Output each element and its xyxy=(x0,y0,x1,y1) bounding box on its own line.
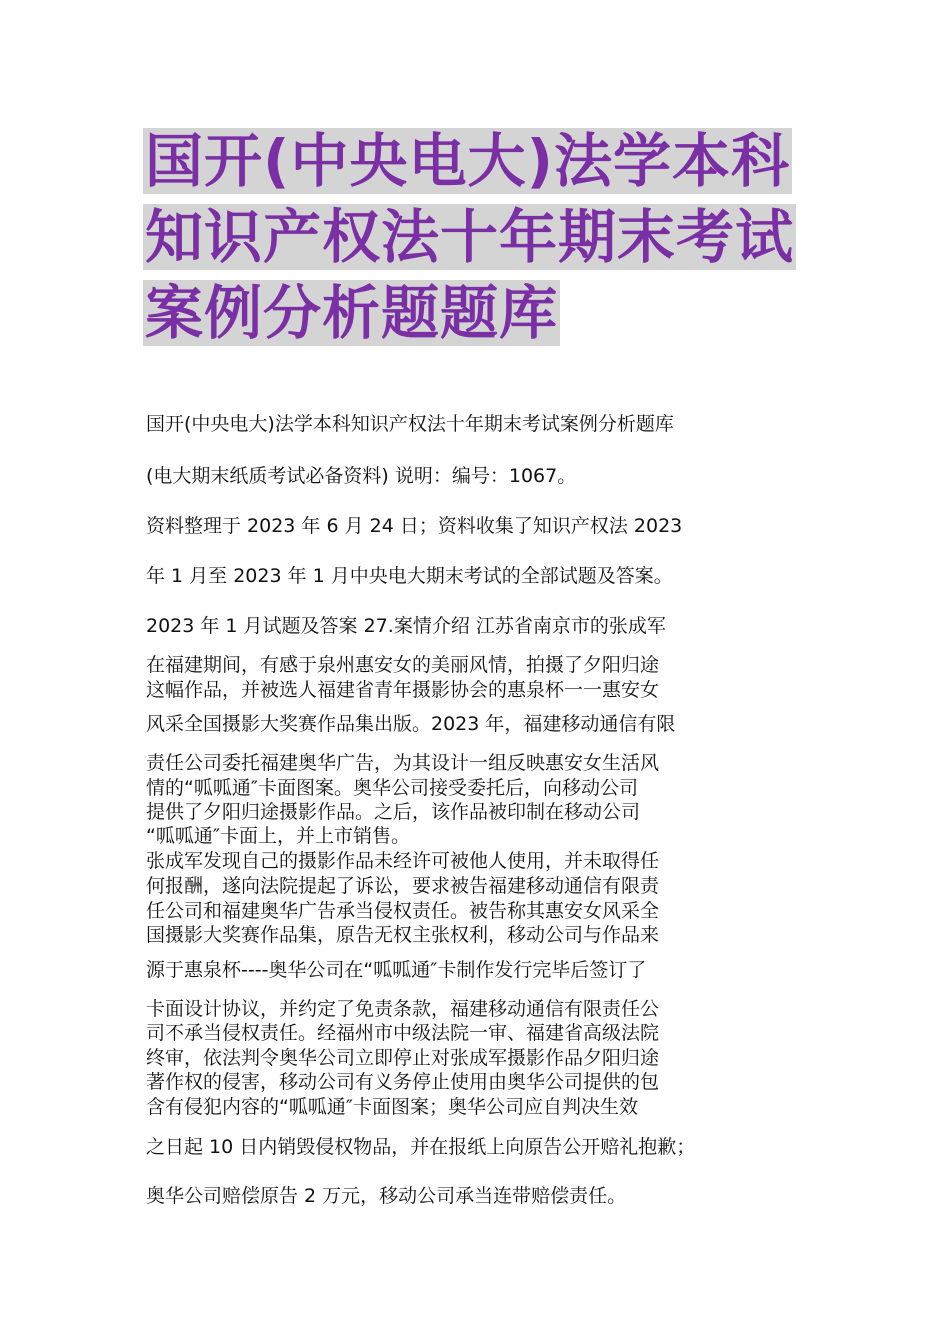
title-line: 国开(中央电大)法学本科 xyxy=(145,127,791,195)
paragraph-line: 卡面设计协议，并约定了免责条款，福建移动通信有限责任公 xyxy=(146,998,660,1020)
paragraph-line: 责任公司委托福建奥华广告，为其设计一组反映惠安女生活风 xyxy=(146,752,660,774)
paragraph-line: 情的“呱呱通″卡面图案。奥华公司接受委托后，向移动公司 xyxy=(146,777,638,799)
document-title xyxy=(143,128,823,356)
paragraph-line: 何报酬，遂向法院提起了诉讼，要求被告福建移动通信有限责 xyxy=(146,875,660,897)
intro-note: (电大期末纸质考试必备资料) 说明：编号：1067。 xyxy=(146,465,577,487)
paragraph-line: 任公司和福建奥华广告承当侵权责任。被告称其惠安女风采全 xyxy=(146,900,660,922)
paragraph-line: 2023 年 1 月试题及答案 27.案情介绍 江苏省南京市的张成军 xyxy=(146,615,666,637)
paragraph-line: 含有侵犯内容的“呱呱通″卡面图案；奥华公司应自判决生效 xyxy=(146,1096,638,1118)
paragraph-line: 之日起 10 日内销毁侵权物品，并在报纸上向原告公开赔礼抱歉； xyxy=(146,1136,696,1158)
paragraph-line: 源于惠泉杯----奥华公司在“呱呱通″卡制作发行完毕后签订了 xyxy=(146,959,647,981)
paragraph-line: 在福建期间，有感于泉州惠安女的美丽风情，拍摄了夕阳归途 xyxy=(146,654,660,676)
title-line: 案例分析题题库 xyxy=(145,279,559,347)
paragraph-line: 国摄影大奖赛作品集，原告无权主张权利，移动公司与作品来 xyxy=(146,924,660,946)
paragraph-line: 风采全国摄影大奖赛作品集出版。2023 年，福建移动通信有限 xyxy=(146,713,676,735)
paragraph-line: 年 1 月至 2023 年 1 月中央电大期末考试的全部试题及答案。 xyxy=(146,565,673,587)
paragraph-line: 张成军发现自己的摄影作品未经许可被他人使用，并未取得任 xyxy=(146,850,660,872)
paragraph-line: 终审，依法判令奥华公司立即停止对张成军摄影作品夕阳归途 xyxy=(146,1047,660,1069)
paragraph-line: 提供了夕阳归途摄影作品。之后，该作品被印制在移动公司 xyxy=(146,801,641,823)
paragraph-line: 司不承当侵权责任。经福州市中级法院一审、福建省高级法院 xyxy=(146,1022,660,1044)
intro-heading: 国开(中央电大)法学本科知识产权法十年期末考试案例分析题库 xyxy=(146,413,674,435)
paragraph-line: 奥华公司赔偿原告 2 万元，移动公司承当连带赔偿责任。 xyxy=(146,1185,627,1207)
paragraph-line: 资料整理于 2023 年 6 月 24 日；资料收集了知识产权法 2023 xyxy=(146,515,683,537)
paragraph-line: 这幅作品，并被选人福建省青年摄影协会的惠泉杯一一惠安女 xyxy=(146,679,660,701)
title-line: 知识产权法十年期末考试 xyxy=(145,203,795,271)
paragraph-line: 著作权的侵害，移动公司有义务停止使用由奥华公司提供的包 xyxy=(146,1071,660,1093)
paragraph-line: “呱呱通″卡面上，并上市销售。 xyxy=(146,825,410,847)
